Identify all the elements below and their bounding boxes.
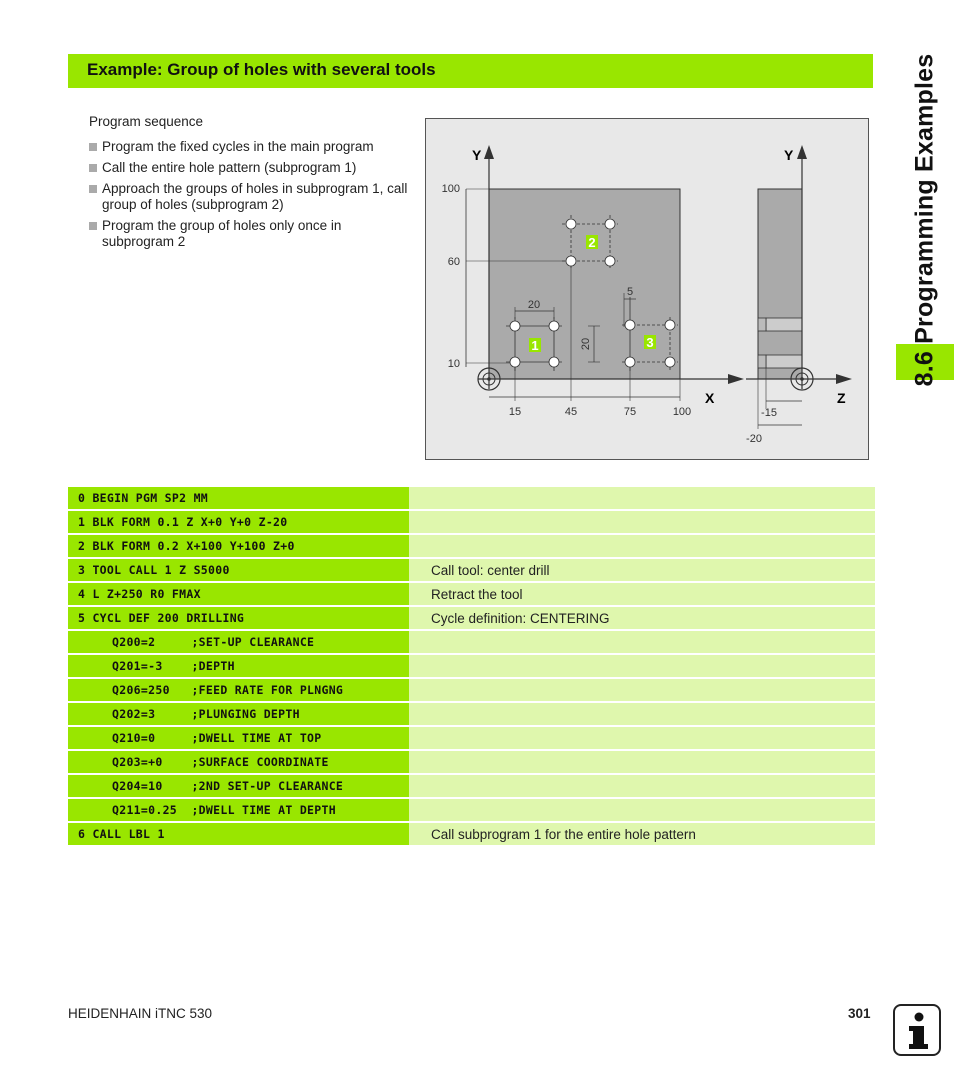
nc-code-cell: 6 CALL LBL 1 (68, 823, 409, 845)
dim-x-15: 15 (508, 406, 522, 418)
sequence-bullet: Program the fixed cycles in the main program (89, 139, 409, 155)
nc-code-cell: Q202=3 ;PLUNGING DEPTH (68, 703, 409, 725)
comment-cell (409, 655, 875, 677)
program-row (68, 751, 875, 773)
program-row (68, 823, 875, 845)
comment-cell: Call tool: center drill (409, 559, 875, 581)
program-row (68, 727, 875, 749)
dim-x-75: 75 (623, 406, 637, 418)
comment-cell (409, 511, 875, 533)
side-y-axis-label: Y (784, 147, 794, 163)
program-row (68, 775, 875, 797)
section-title-bar (68, 54, 873, 88)
info-icon (893, 1004, 941, 1056)
program-row (68, 679, 875, 701)
program-sequence-list (89, 139, 409, 255)
nc-code-cell: 0 BEGIN PGM SP2 MM (68, 487, 409, 509)
program-listing (68, 485, 875, 847)
comment-cell (409, 751, 875, 773)
nc-code-cell: Q201=-3 ;DEPTH (68, 655, 409, 677)
front-x-axis-label: X (705, 390, 715, 406)
comment-cell: Retract the tool (409, 583, 875, 605)
comment-cell (409, 799, 875, 821)
comment-cell: Call subprogram 1 for the entire hole pattern (409, 823, 875, 845)
comment-cell (409, 679, 875, 701)
sequence-bullet: Call the entire hole pattern (subprogram 1) (89, 160, 409, 176)
hole-pattern-drawing (425, 118, 869, 460)
dim-y-100: 100 (441, 183, 460, 195)
sequence-bullet: Approach the groups of holes in subprogram 1, call group of holes (subprogram 2) (89, 181, 409, 213)
nc-code-cell: 4 L Z+250 R0 FMAX (68, 583, 409, 605)
workpiece-side-view (758, 189, 802, 379)
program-row (68, 487, 875, 509)
nc-code-cell: Q203=+0 ;SURFACE COORDINATE (68, 751, 409, 773)
nc-code-cell: Q200=2 ;SET-UP CLEARANCE (68, 631, 409, 653)
comment-cell (409, 703, 875, 725)
nc-code-cell: Q204=10 ;2ND SET-UP CLEARANCE (68, 775, 409, 797)
program-row (68, 703, 875, 725)
nc-code-cell: Q206=250 ;FEED RATE FOR PLNGNG (68, 679, 409, 701)
nc-code-cell: 2 BLK FORM 0.2 X+100 Y+100 Z+0 (68, 535, 409, 557)
comment-cell (409, 727, 875, 749)
program-row (68, 607, 875, 629)
program-sequence-heading: Program sequence (89, 114, 204, 129)
comment-cell (409, 631, 875, 653)
nc-code-cell: 1 BLK FORM 0.1 Z X+0 Y+0 Z-20 (68, 511, 409, 533)
dim-spacing-x: 20 (527, 299, 541, 311)
nc-code-cell: 3 TOOL CALL 1 Z S5000 (68, 559, 409, 581)
group-label-3: 3 (646, 335, 654, 350)
dim-y-10: 10 (447, 358, 460, 370)
comment-cell: Cycle definition: CENTERING (409, 607, 875, 629)
nc-code-cell: 5 CYCL DEF 200 DRILLING (68, 607, 409, 629)
chapter-side-title: 8.6 Programming Examples (910, 53, 939, 387)
program-row (68, 535, 875, 557)
program-row (68, 655, 875, 677)
dim-y-60: 60 (447, 256, 460, 268)
dim-z-20: -20 (746, 433, 762, 445)
front-y-axis-label: Y (472, 147, 482, 163)
program-row (68, 799, 875, 821)
program-row (68, 631, 875, 653)
page-number: 301 (848, 1006, 871, 1021)
group-label-1: 1 (531, 338, 539, 353)
program-row (68, 559, 875, 581)
dim-x-45: 45 (564, 406, 578, 418)
comment-cell (409, 487, 875, 509)
nc-code-cell: Q210=0 ;DWELL TIME AT TOP (68, 727, 409, 749)
side-z-axis-label: Z (837, 390, 846, 406)
footer-manual-name: HEIDENHAIN iTNC 530 (68, 1006, 213, 1021)
program-row (68, 583, 875, 605)
dim-spacing-y: 20 (580, 337, 592, 351)
group-label-2: 2 (588, 235, 596, 250)
comment-cell (409, 775, 875, 797)
dim-x-100: 100 (672, 406, 692, 418)
dim-offset: 5 (626, 286, 634, 298)
section-title: Example: Group of holes with several tools (87, 60, 436, 79)
dim-z-15: -15 (761, 407, 777, 419)
sequence-bullet: Program the group of holes only once in subprogram 2 (89, 218, 409, 250)
program-row (68, 511, 875, 533)
nc-code-cell: Q211=0.25 ;DWELL TIME AT DEPTH (68, 799, 409, 821)
comment-cell (409, 535, 875, 557)
